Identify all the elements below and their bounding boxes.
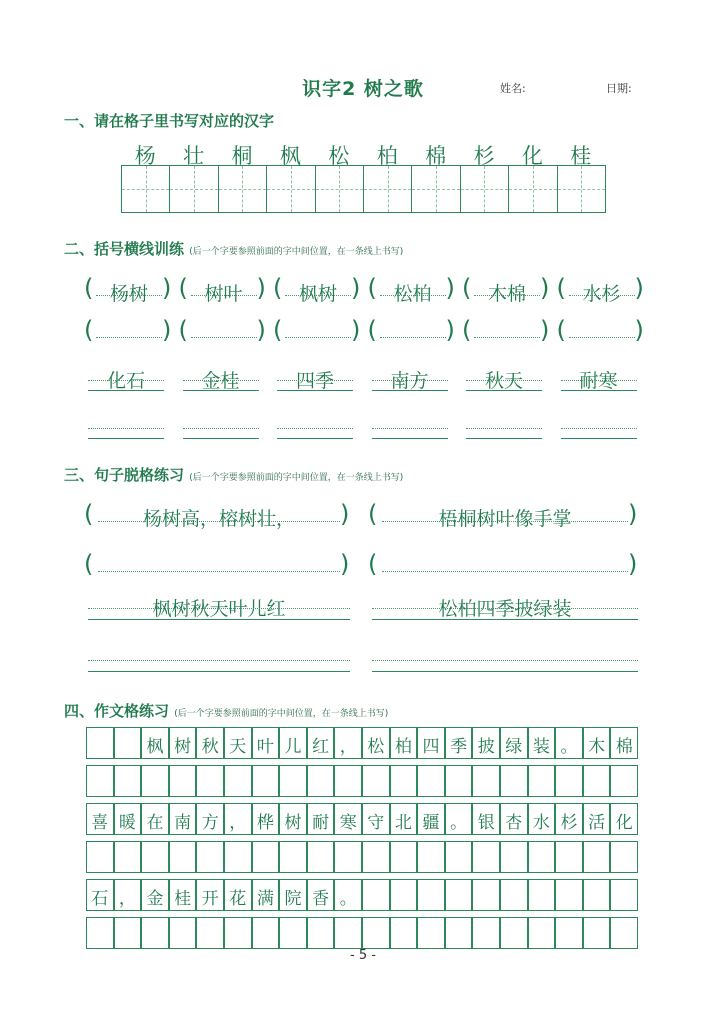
printed-char: 柏	[376, 144, 398, 168]
composition-cell	[279, 765, 307, 797]
dotted-guide	[88, 428, 164, 429]
writing-line	[466, 438, 542, 439]
composition-cell	[417, 765, 445, 797]
composition-cell	[196, 841, 224, 873]
composition-cell	[417, 879, 445, 911]
dotted-guide	[372, 380, 448, 381]
name-field-label: 姓名:	[500, 82, 526, 95]
composition-char: 金	[146, 889, 164, 909]
composition-cell	[390, 765, 418, 797]
dotted-guide	[372, 608, 638, 609]
left-paren: (	[273, 316, 283, 344]
composition-cell	[362, 841, 390, 873]
composition-cell	[390, 841, 418, 873]
composition-cell	[307, 917, 335, 949]
composition-cell	[334, 765, 362, 797]
composition-cell	[555, 765, 583, 797]
dotted-guide	[183, 380, 259, 381]
printed-char: 杉	[473, 144, 495, 168]
dotted-guide	[380, 337, 446, 338]
composition-cell	[390, 917, 418, 949]
composition-char: 木	[588, 737, 606, 757]
dotted-guide	[88, 380, 164, 381]
composition-cell	[500, 879, 528, 911]
dotted-guide	[277, 428, 353, 429]
writing-line	[88, 438, 164, 439]
writing-line	[372, 438, 448, 439]
composition-char: 树	[284, 813, 302, 833]
composition-cell	[252, 765, 280, 797]
line-word: 四季	[295, 370, 334, 392]
tian-grid-cell	[363, 165, 412, 213]
left-paren: (	[84, 500, 94, 528]
composition-cell	[252, 917, 280, 949]
composition-cell	[445, 765, 473, 797]
composition-cell	[279, 841, 307, 873]
composition-cell	[610, 879, 638, 911]
dotted-guide	[191, 337, 257, 338]
composition-cell	[362, 765, 390, 797]
writing-line	[88, 671, 350, 672]
bracket-word: 木棉	[487, 283, 526, 305]
dotted-guide	[474, 337, 540, 338]
composition-cell	[445, 879, 473, 911]
composition-char: 棉	[615, 737, 633, 757]
dotted-guide	[96, 337, 162, 338]
left-paren: (	[367, 274, 377, 302]
dotted-guide	[569, 337, 635, 338]
dotted-guide	[382, 571, 628, 572]
composition-cell	[169, 841, 197, 873]
right-paren: )	[628, 500, 638, 528]
section-3-note: (后一个字要参照前面的字中间位置，在一条线上书写)	[189, 473, 404, 483]
line-word: 秋天	[484, 370, 523, 392]
composition-cell	[114, 841, 142, 873]
line-sentence: 枫树秋天叶儿红	[152, 598, 286, 620]
right-paren: )	[445, 274, 455, 302]
date-field-label: 日期:	[606, 82, 632, 95]
right-paren: )	[256, 316, 266, 344]
dotted-guide	[88, 660, 350, 661]
line-word: 南方	[390, 370, 429, 392]
right-paren: )	[340, 550, 350, 578]
right-paren: )	[628, 550, 638, 578]
bracket-sentence: 杨树高，榕树壮，	[142, 508, 295, 530]
writing-line	[372, 390, 448, 391]
tian-grid-cell	[557, 165, 606, 213]
dotted-guide	[466, 428, 542, 429]
composition-char: 杉	[560, 813, 578, 833]
dotted-guide	[285, 337, 351, 338]
right-paren: )	[351, 316, 361, 344]
composition-char: 满	[256, 889, 274, 909]
left-paren: (	[368, 550, 378, 578]
left-paren: (	[556, 316, 566, 344]
composition-cell	[445, 917, 473, 949]
right-paren: )	[162, 316, 172, 344]
composition-char: 儿	[284, 737, 302, 757]
left-paren: (	[462, 316, 472, 344]
composition-cell	[224, 917, 252, 949]
composition-char: 树	[174, 737, 192, 757]
writing-line	[277, 390, 353, 391]
dotted-guide	[372, 660, 638, 661]
right-paren: )	[540, 316, 550, 344]
composition-char: 疆	[422, 813, 440, 833]
composition-cell	[583, 841, 611, 873]
composition-char: 装	[532, 737, 550, 757]
left-paren: (	[368, 500, 378, 528]
dotted-guide	[372, 428, 448, 429]
printed-char: 枫	[279, 144, 301, 168]
dotted-guide	[466, 380, 542, 381]
composition-cell	[555, 879, 583, 911]
bracket-sentence: 梧桐树叶像手掌	[438, 508, 572, 530]
composition-cell	[500, 841, 528, 873]
section-4-note: (后一个字要参照前面的字中间位置，在一条线上书写)	[174, 709, 389, 719]
composition-cell	[362, 917, 390, 949]
composition-cell	[86, 917, 114, 949]
composition-char: 耐	[312, 813, 330, 833]
printed-char: 化	[521, 144, 543, 168]
right-paren: )	[351, 274, 361, 302]
composition-cell	[583, 765, 611, 797]
composition-cell	[528, 879, 556, 911]
composition-cell	[169, 917, 197, 949]
tian-grid-cell	[121, 165, 170, 213]
composition-char: 。	[560, 737, 578, 757]
line-word: 耐寒	[579, 370, 618, 392]
composition-cell	[445, 841, 473, 873]
right-paren: )	[634, 274, 644, 302]
left-paren: (	[178, 316, 188, 344]
printed-char: 棉	[425, 144, 447, 168]
composition-cell	[252, 841, 280, 873]
composition-cell	[334, 841, 362, 873]
page-number: - 5 -	[350, 948, 376, 963]
left-paren: (	[367, 316, 377, 344]
composition-cell	[86, 765, 114, 797]
tian-grid-cell	[460, 165, 509, 213]
tian-grid-cell	[218, 165, 267, 213]
printed-char: 桂	[570, 144, 592, 168]
bracket-word: 松柏	[393, 283, 432, 305]
right-paren: )	[634, 316, 644, 344]
composition-char: 喜	[91, 813, 109, 833]
composition-char: 香	[312, 889, 330, 909]
composition-char: 院	[284, 889, 302, 909]
writing-line	[183, 390, 259, 391]
composition-char: 守	[367, 813, 385, 833]
composition-char: 松	[367, 737, 385, 757]
composition-cell	[528, 917, 556, 949]
dotted-guide	[561, 380, 637, 381]
composition-char: 暖	[118, 813, 136, 833]
section-2-heading	[64, 238, 403, 259]
composition-cell	[472, 879, 500, 911]
composition-cell	[555, 917, 583, 949]
right-paren: )	[256, 274, 266, 302]
right-paren: )	[162, 274, 172, 302]
composition-cell	[500, 765, 528, 797]
composition-char: 杏	[505, 813, 523, 833]
composition-char: 化	[615, 813, 633, 833]
composition-cell	[86, 727, 114, 759]
section-2-note: (后一个字要参照前面的字中间位置，在一条线上书写)	[189, 247, 404, 257]
left-paren: (	[84, 550, 94, 578]
writing-line	[88, 390, 164, 391]
writing-line	[372, 619, 638, 620]
composition-cell	[472, 765, 500, 797]
composition-char: ，	[229, 813, 247, 833]
composition-cell	[114, 765, 142, 797]
composition-char: 四	[422, 737, 440, 757]
left-paren: (	[462, 274, 472, 302]
tian-grid-cell	[266, 165, 315, 213]
composition-char: ，	[339, 737, 357, 757]
composition-cell	[224, 841, 252, 873]
composition-char: 叶	[256, 737, 274, 757]
composition-cell	[307, 841, 335, 873]
composition-cell	[334, 917, 362, 949]
composition-char: 桂	[174, 889, 192, 909]
composition-cell	[114, 727, 142, 759]
bracket-word: 水杉	[582, 283, 621, 305]
composition-char: 桦	[256, 813, 274, 833]
composition-char: 活	[588, 813, 606, 833]
tian-grid-cell	[508, 165, 557, 213]
dotted-guide	[183, 428, 259, 429]
writing-line	[561, 438, 637, 439]
printed-char: 壮	[183, 144, 205, 168]
left-paren: (	[84, 274, 94, 302]
composition-cell	[528, 841, 556, 873]
tian-grid-cell	[411, 165, 460, 213]
writing-line	[372, 671, 638, 672]
section-4-title: 四、作文格练习	[64, 702, 170, 720]
composition-char: 石	[91, 889, 109, 909]
composition-cell	[610, 917, 638, 949]
composition-char: 方	[201, 813, 219, 833]
composition-char: 在	[146, 813, 164, 833]
composition-cell	[114, 917, 142, 949]
right-paren: )	[445, 316, 455, 344]
section-2-title: 二、括号横线训练	[64, 240, 185, 258]
composition-cell	[555, 841, 583, 873]
section-3-title: 三、句子脱格练习	[64, 466, 185, 484]
composition-char: 寒	[339, 813, 357, 833]
composition-char: 。	[339, 889, 357, 909]
writing-line	[183, 438, 259, 439]
composition-cell	[196, 917, 224, 949]
writing-line	[561, 390, 637, 391]
dotted-guide	[88, 608, 350, 609]
composition-char: 银	[477, 813, 495, 833]
composition-cell	[583, 917, 611, 949]
composition-char: 季	[450, 737, 468, 757]
line-word: 金桂	[201, 370, 240, 392]
composition-char: 。	[450, 813, 468, 833]
composition-cell	[307, 765, 335, 797]
printed-char: 松	[328, 144, 350, 168]
composition-char: 绿	[505, 737, 523, 757]
tian-grid-cell	[169, 165, 218, 213]
composition-char: 南	[174, 813, 192, 833]
line-sentence: 松柏四季披绿装	[438, 598, 572, 620]
composition-cell	[500, 917, 528, 949]
section-3-heading	[64, 464, 403, 485]
tian-grid-cell	[315, 165, 364, 213]
composition-char: ，	[118, 889, 136, 909]
page-title: 识字2 树之歌	[302, 78, 424, 100]
composition-char: 开	[201, 889, 219, 909]
composition-char: 天	[229, 737, 247, 757]
composition-cell	[390, 879, 418, 911]
composition-cell	[224, 765, 252, 797]
line-word: 化石	[106, 370, 145, 392]
left-paren: (	[556, 274, 566, 302]
composition-cell	[610, 841, 638, 873]
printed-char: 桐	[231, 144, 253, 168]
writing-line	[88, 619, 350, 620]
left-paren: (	[84, 316, 94, 344]
composition-cell	[169, 765, 197, 797]
composition-cell	[528, 765, 556, 797]
composition-char: 柏	[394, 737, 412, 757]
composition-cell	[610, 765, 638, 797]
composition-char: 披	[477, 737, 495, 757]
composition-char: 红	[312, 737, 330, 757]
composition-char: 水	[532, 813, 550, 833]
composition-cell	[141, 765, 169, 797]
composition-char: 北	[394, 813, 412, 833]
section-4-heading	[64, 700, 388, 721]
composition-cell	[362, 879, 390, 911]
composition-cell	[472, 917, 500, 949]
section-1-heading: 一、请在格子里书写对应的汉字	[64, 112, 275, 130]
bracket-word: 杨树	[109, 283, 148, 305]
composition-cell	[583, 879, 611, 911]
left-paren: (	[178, 274, 188, 302]
composition-cell	[417, 917, 445, 949]
dotted-guide	[277, 380, 353, 381]
composition-cell	[472, 841, 500, 873]
composition-char: 枫	[146, 737, 164, 757]
right-paren: )	[340, 500, 350, 528]
writing-line	[466, 390, 542, 391]
composition-cell	[196, 765, 224, 797]
left-paren: (	[273, 274, 283, 302]
composition-char: 秋	[201, 737, 219, 757]
composition-cell	[141, 917, 169, 949]
writing-line	[277, 438, 353, 439]
bracket-word: 枫树	[298, 283, 337, 305]
printed-char: 杨	[134, 144, 156, 168]
composition-cell	[279, 917, 307, 949]
composition-cell	[417, 841, 445, 873]
composition-cell	[86, 841, 114, 873]
right-paren: )	[540, 274, 550, 302]
composition-cell	[141, 841, 169, 873]
dotted-guide	[98, 571, 340, 572]
dotted-guide	[561, 428, 637, 429]
composition-char: 花	[229, 889, 247, 909]
bracket-word: 树叶	[204, 283, 243, 305]
